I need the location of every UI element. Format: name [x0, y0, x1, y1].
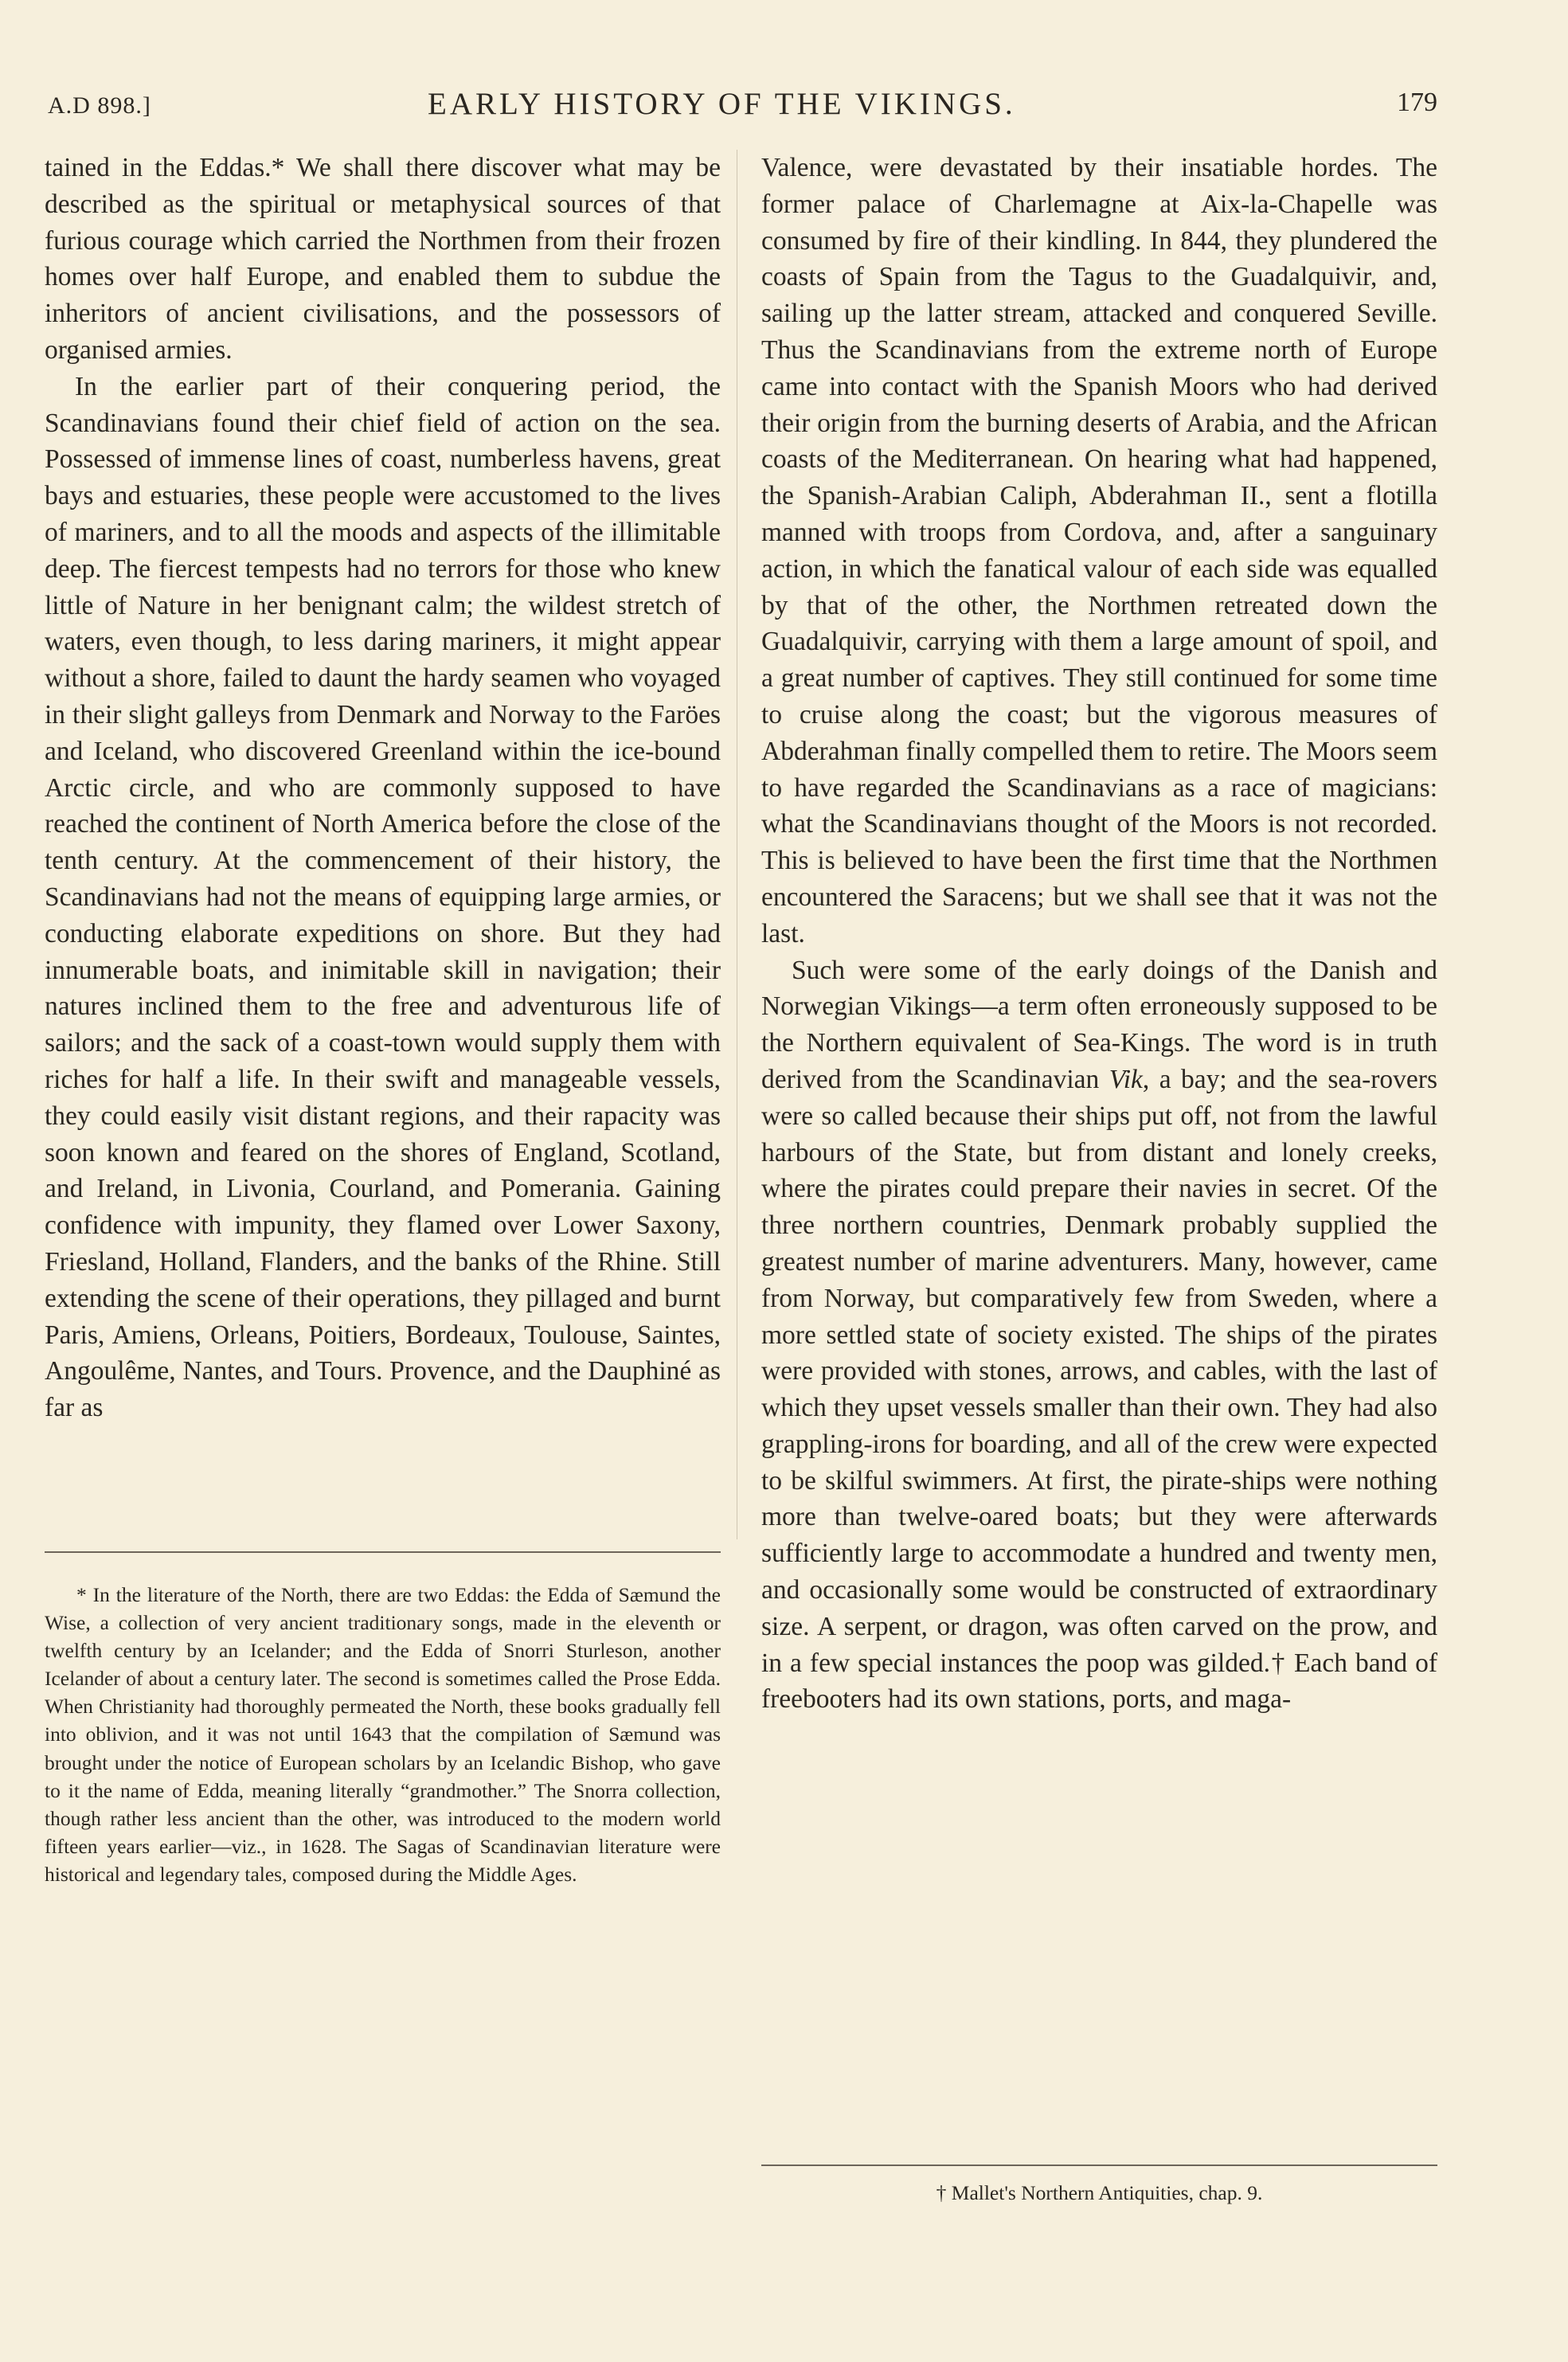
page-number: 179 [1397, 88, 1437, 117]
footnote-text: † Mallet's Northern Antiquities, chap. 9. [936, 2181, 1263, 2204]
left-column [45, 150, 721, 1426]
chapter-title: EARLY HISTORY OF THE VIKINGS. [428, 87, 1016, 121]
footnote-eddas [45, 1581, 721, 1888]
paragraph: In the earlier part of their conquering period, the Scandinavians found their chief field of action on the sea. Possessed of immense lines of coast, numberless havens, great bays and estuaries, these people were accustomed to the lives of mariners, and to all the moods and aspects of the illimitable deep. The fiercest tempests had no terrors for those who knew little of Nature in her benignant calm; the wildest stretch of waters, even though, to less daring mariners, it might appear without a shore, failed to daunt the hardy seamen who voyaged in their slight galleys from Denmark and Norway to the Faröes and Iceland, who discovered Greenland within the ice-bound Arctic circle, and who are commonly supposed to have reached the continent of North America before the close of the tenth century. At the commencement of their history, the Scandinavians had not the means of equipping large armies, or conducting elaborate expeditions on shore. But they had innumerable boats, and inimitable skill in navigation; their natures inclined them to the free and adventurous life of sailors; and the sack of a coast-town would supply them with riches for half a life. In their swift and manageable vessels, they could easily visit distant regions, and their rapacity was soon known and feared on the shores of England, Scotland, and Ireland, in Livonia, Courland, and Pomerania. Gaining confidence with impunity, they flamed over Lower Saxony, Friesland, Holland, Flanders, and the banks of the Rhine. Still extending the scene of their operations, they pillaged and burnt Paris, Amiens, Orleans, Poitiers, Bordeaux, Toulouse, Saintes, Angoulême, Nantes, and Tours. Provence, and the Dauphiné as far as [45, 371, 721, 1423]
paragraph-text: Such were some of the early doings of the Danish and Norwegian Vikings—a term often erroneously supposed to be the Northern equivalent of Sea-Kings. The word is in truth derived from the Scandinavian [761, 955, 1437, 1094]
footnote-mallet [761, 2179, 1437, 2207]
right-column [761, 150, 1437, 1718]
footnote-rule [761, 2165, 1437, 2166]
date-reference: A.D 898.] [48, 92, 151, 119]
footnote-rule [45, 1551, 721, 1553]
paragraph: tained in the Eddas.* We shall there discover what may be described as the spiritual or metaphysical sources of that furious courage which carried the Northmen from their frozen homes over half Europe, and enabled them to subdue the inheritors of ancient civilisations, and the possessors of organised armies. [45, 153, 721, 365]
paragraph: Valence, were devastated by their insatiable hordes. The former palace of Charlemagne at Aix-la-Chapelle was consumed by fire of their kindling. In 844, they plundered the coasts of Spain from the Tagus to the Guadalquivir, and, sailing up the latter stream, attacked and conquered Seville. Thus the Scandinavians from the extreme north of Europe came into contact with the Spanish Moors who had derived their origin from the burning deserts of Arabia, and the African coasts of the Mediterranean. On hearing what had happened, the Spanish-Arabian Caliph, Abderahman II., sent a flotilla manned with troops from Cordova, and, after a sanguinary action, in which the fanatical valour of each side was equalled by that of the other, the Northmen retreated down the Guadalquivir, carrying with them a large amount of spoil, and a great number of captives. They still continued for some time to cruise along the coast; but the vigorous measures of Abderahman finally compelled them to retire. The Moors seem to have regarded the Scandinavians as a race of magicians: what the Scandinavians thought of the Moors is not recorded. This is believed to have been the first time that the Northmen encountered the Saracens; but we shall see that it was not the last. [761, 153, 1437, 948]
running-head [48, 86, 1437, 134]
italic-term: Vik [1109, 1064, 1143, 1094]
footnote-text: * In the literature of the North, there are two Eddas: the Edda of Sæmund the Wise, a collection of very ancient traditionary songs, made in the eleventh or twelfth century by an Icelander; and the Edda of Snorri Sturleson, another Icelander of about a century later. The second is sometimes called the Prose Edda. When Christianity had thoroughly permeated the North, these books gradually fell into oblivion, and it was not until 1643 that the compilation of Sæmund was brought under the notice of European scholars by an Icelandic Bishop, who gave to it the name of Edda, meaning literally “grandmother.” The Snorra collection, though rather less ancient than the other, was introduced to the modern world fifteen years earlier—viz., in 1628. The Sagas of Scandinavian literature were historical and legendary tales, composed during the Middle Ages. [45, 1583, 721, 1886]
paragraph-text: , a bay; and the sea-rovers were so called because their ships put off, not from the lawful harbours of the State, but from distant and lonely creeks, where the pirates could prepare their navies in secret. Of the three northern countries, Denmark probably supplied the greatest number of marine adventurers. Many, however, came from Norway, but comparatively few from Sweden, where a more settled state of society existed. The ships of the pirates were provided with stones, arrows, and cables, with the last of which they upset vessels smaller than their own. They had also grappling-irons for boarding, and all of the crew were expected to be skilful swimmers. At first, the pirate-ships were nothing more than twelve-oared boats; but they were afterwards sufficiently large to accommodate a hundred and twenty men, and occasionally some would be constructed of extraordinary size. A serpent, or dragon, was often carved on the prow, and in a few special instances the poop was gilded.† Each band of freebooters had its own stations, ports, and maga- [761, 1064, 1437, 1715]
paragraph [761, 952, 1437, 1719]
